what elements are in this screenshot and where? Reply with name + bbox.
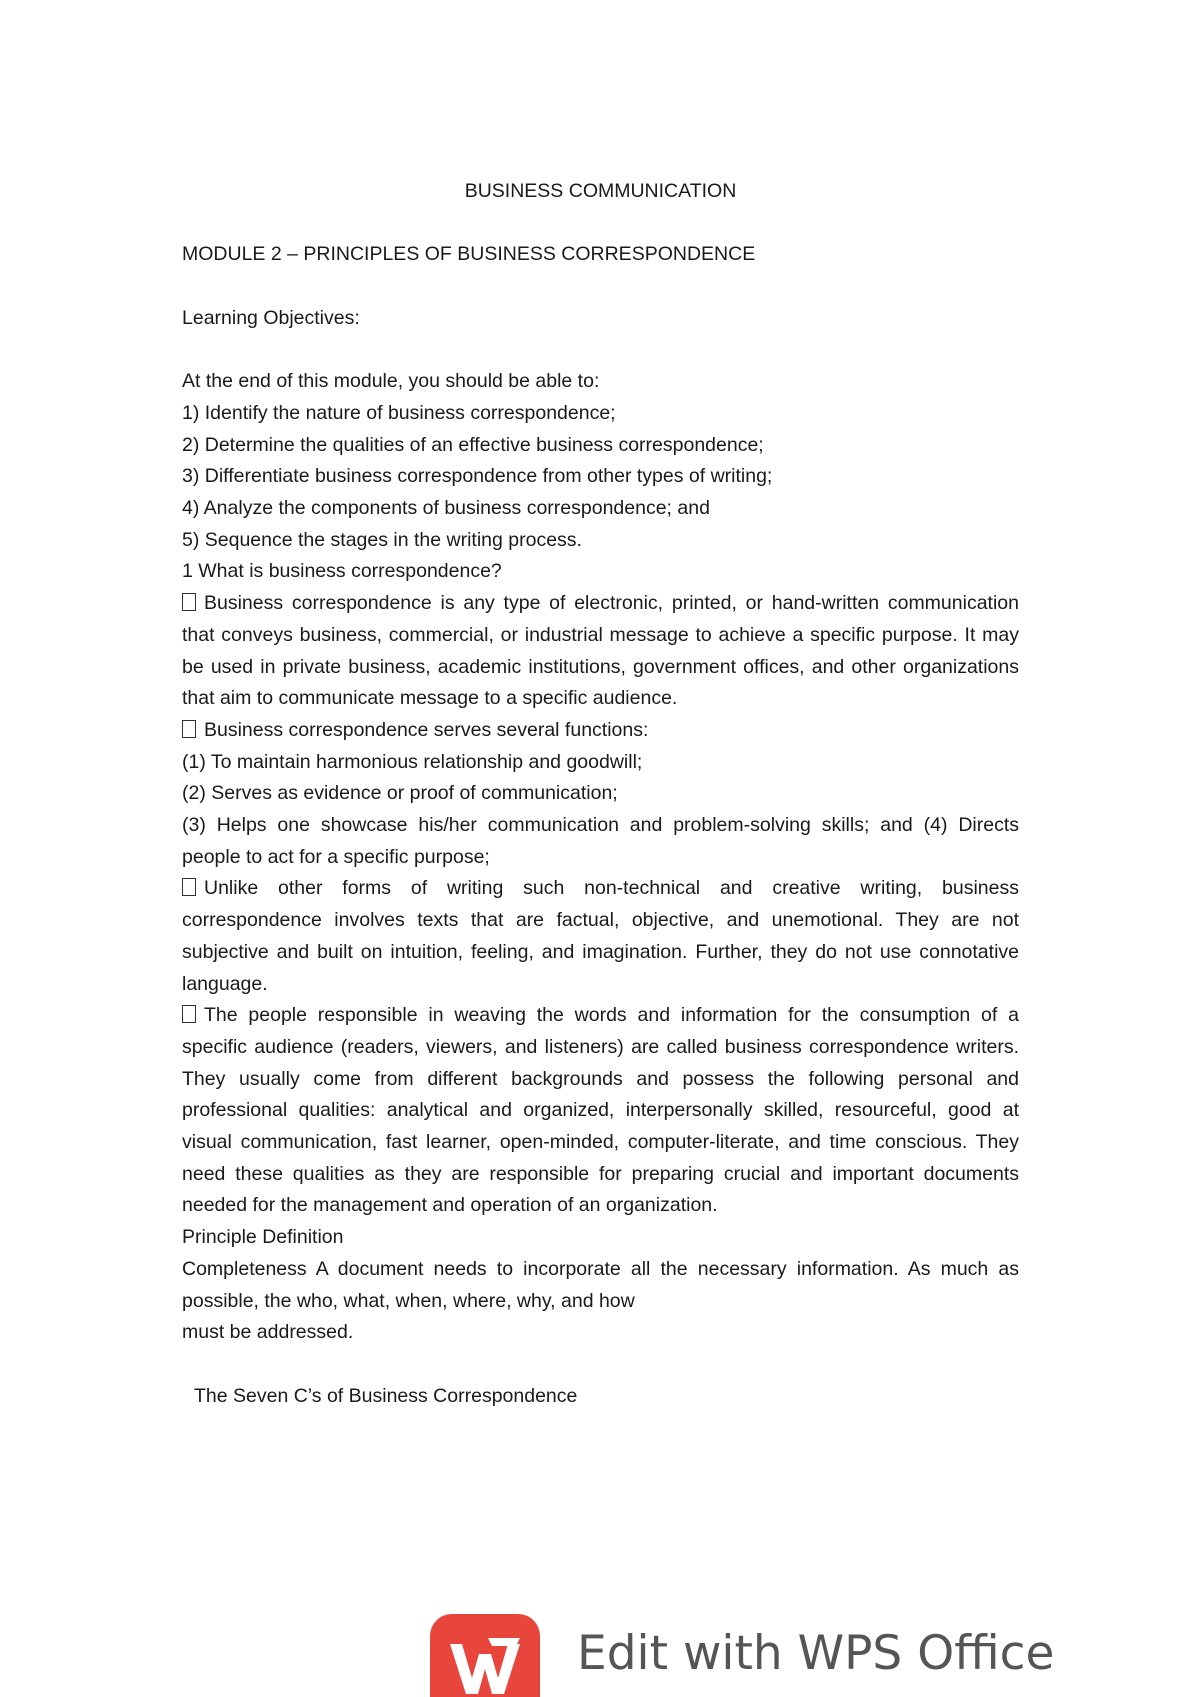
document-title: BUSINESS COMMUNICATION <box>464 180 737 202</box>
function-item: (1) To maintain harmonious relationship and goodwill; <box>182 750 643 773</box>
bullet-box-icon <box>182 878 196 896</box>
function-item: (3) Helps one showcase his/her communication and problem-solving skills; and (4) Directs people to act for a specific purpose; <box>182 814 1019 868</box>
objective-item: 2) Determine the qualities of an effective business correspondence; <box>182 433 764 456</box>
objective-item: 1) Identify the nature of business correspondence; <box>182 401 616 424</box>
bullet-paragraph: Business correspondence serves several functions: <box>182 715 1019 747</box>
bullet-paragraph: Business correspondence is any type of electronic, printed, or hand-written communication that conveys business, commercial, or industrial message to achieve a specific purpose. It may be used in private business, academic institutions, government offices, and other organizations that aim to communicate message to a specific audience. <box>182 592 1019 710</box>
wps-watermark-label: Edit with WPS Office <box>577 1626 1055 1681</box>
objective-item: 3) Differentiate business correspondence from other types of writing; <box>182 465 773 488</box>
wps-logo-glyph <box>430 1614 540 1697</box>
bullet-box-icon <box>182 593 196 611</box>
bullet-box-icon <box>182 1005 196 1023</box>
completeness-paragraph: Completeness A document needs to incorporate all the necessary information. As much as possible, the who, what, when, where, why, and how <box>182 1257 1019 1312</box>
wps-watermark[interactable] <box>430 1614 1130 1697</box>
objective-item: 4) Analyze the components of business correspondence; and <box>182 496 710 519</box>
bullet-paragraph: Unlike other forms of writing such non-technical and creative writing, business correspondence involves texts that are factual, objective, and unemotional. They are not subjective and built on intuition, feeling, and imagination. Further, they do not use connotative language. <box>182 877 1019 995</box>
wps-logo-icon <box>430 1614 540 1697</box>
bullet-box-icon <box>182 720 196 738</box>
objective-item: 5) Sequence the stages in the writing process. <box>182 528 582 551</box>
document-body <box>182 176 1019 1412</box>
principle-heading: Principle Definition <box>182 1226 344 1249</box>
question-heading: 1 What is business correspondence? <box>182 560 502 583</box>
function-item: (2) Serves as evidence or proof of communication; <box>182 782 618 805</box>
completeness-end: must be addressed. <box>182 1321 354 1344</box>
bullet-paragraph: The people responsible in weaving the words and information for the consumption of a specific audience (readers, viewers, and listeners) are called business correspondence writers. They usually come from different backgrounds and possess the following personal and professional qualities: analytical and organized, interpersonally skilled, resourceful, good at visual communication, fast learner, open-minded, computer-literate, and time conscious. They need these qualities as they are responsible for preparing crucial and important documents needed for the management and operation of an organization. <box>182 1004 1019 1217</box>
seven-cs-heading: The Seven C’s of Business Correspondence <box>194 1384 578 1407</box>
objectives-intro: At the end of this module, you should be able to: <box>182 370 600 393</box>
objectives-heading: Learning Objectives: <box>182 306 360 329</box>
module-heading: MODULE 2 – PRINCIPLES OF BUSINESS CORRESPONDENCE <box>182 243 756 266</box>
